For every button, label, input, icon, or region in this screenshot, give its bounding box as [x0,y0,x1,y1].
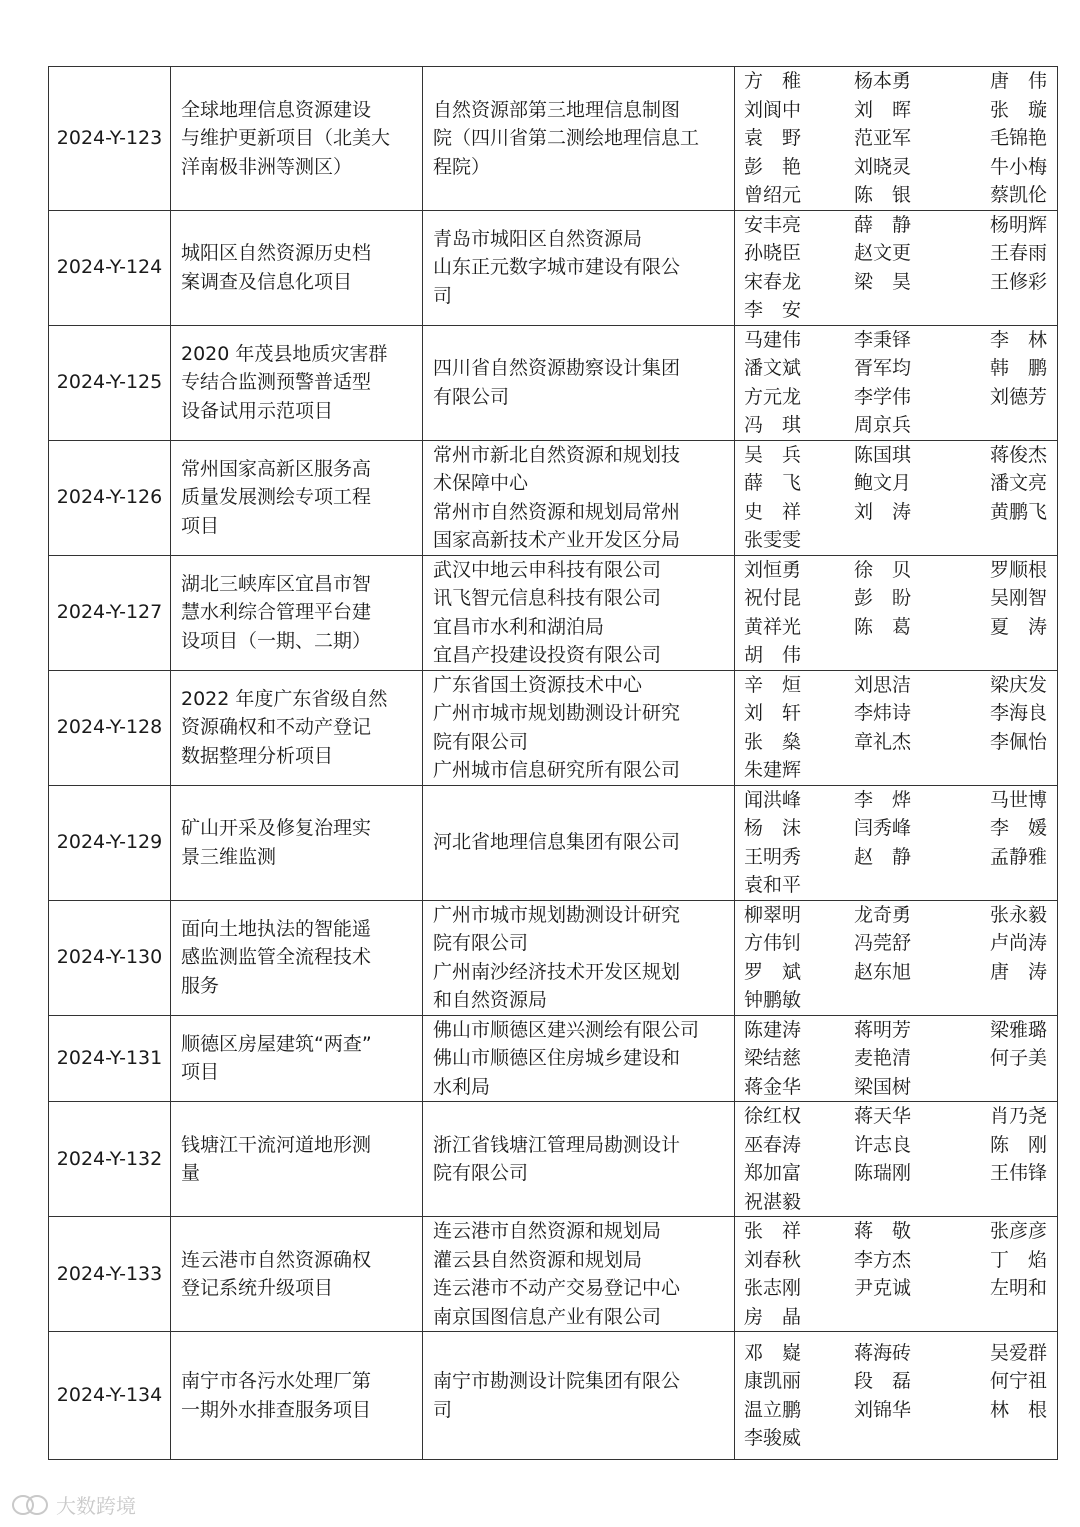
completing-people [735,555,1058,670]
unit-line: 广州市城市规划勘测设计研究 [433,702,681,724]
person-name: 周京兵 [854,414,912,436]
person-name: 方 稚 [744,70,802,92]
table-row [49,900,1058,1015]
unit-line: 浙江省钱塘江管理局勘测设计 [433,1133,681,1156]
table-row [49,1217,1058,1332]
unit-line: 院有限公司 [433,730,529,753]
person-name: 赵文更 [854,242,912,264]
person-name: 蒋明芳 [854,1018,912,1041]
table-body [49,67,1058,1460]
person-name: 徐 贝 [854,558,912,581]
person-name: 刘德芳 [989,385,1047,408]
project-name-line: 连云港市自然资源确权 [181,1248,372,1271]
award-table [48,66,1058,1460]
completing-units [423,325,735,440]
person-name: 刘春秋 [744,1248,802,1271]
person-name: 刘恒勇 [744,558,802,581]
person-name: 郑加富 [744,1162,802,1184]
completing-units [423,1102,735,1217]
completing-people [735,670,1058,785]
unit-line: 术保障中心 [433,472,529,494]
person-name: 潘文亮 [989,472,1047,494]
project-name-line: 钱塘江干流河道地形测 [181,1133,372,1156]
project-code: 2024-Y-130 [49,900,171,1015]
project-name [171,670,423,785]
person-name: 刘锦华 [854,1398,912,1421]
table-row [49,325,1058,440]
person-name: 蒋金华 [744,1075,802,1098]
person-name: 祝付昆 [744,587,802,609]
person-name: 李 烨 [854,788,912,811]
person-name: 刘思洁 [854,673,912,696]
person-name: 冯 琪 [744,414,802,436]
person-name: 史 祥 [744,500,802,523]
project-name-line: 城阳区自然资源历史档 [181,242,372,264]
person-name: 刘 涛 [854,500,912,523]
unit-line: 和自然资源局 [433,989,548,1011]
project-name-line: 矿山开采及修复治理实 [181,817,372,839]
person-name: 蒋 敬 [854,1220,912,1242]
project-code: 2024-Y-131 [49,1015,171,1102]
person-name: 吴爱群 [989,1341,1047,1364]
completing-units [423,440,735,555]
person-name: 彭 盼 [854,587,912,609]
person-name: 唐 伟 [989,70,1047,92]
person-name: 李佩怡 [989,730,1047,753]
project-name-line: 2022 年度广东省级自然 [181,687,388,710]
project-code: 2024-Y-132 [49,1102,171,1217]
unit-line: 水利局 [433,1075,491,1098]
project-code: 2024-Y-124 [49,210,171,325]
project-name-line: 项目 [181,1061,220,1084]
person-name: 李秉铎 [854,328,912,351]
person-name: 梁国树 [854,1075,912,1098]
person-name: 马世博 [989,788,1047,811]
unit-line: 佛山市顺德区建兴测绘有限公司 [433,1018,700,1041]
project-name-line: 一期外水排查服务项目 [181,1398,372,1421]
project-code: 2024-Y-134 [49,1332,171,1460]
person-name: 李海良 [989,702,1047,724]
person-name: 牛小梅 [989,155,1047,178]
person-name: 吴刚智 [989,587,1047,609]
unit-line: 自然资源部第三地理信息制图 [433,98,681,121]
unit-line: 常州市自然资源和规划局常州 [433,500,681,523]
person-name: 黄鹏飞 [989,500,1047,523]
project-name-line: 景三维监测 [181,845,277,868]
person-name: 王明秀 [744,845,802,868]
person-name: 马建伟 [744,328,802,351]
person-name: 刘 晖 [854,98,912,121]
person-name: 薛 飞 [744,472,802,494]
project-name-line: 面向土地执法的智能遥 [181,917,372,940]
project-name-line: 设备试用示范项目 [181,399,334,422]
person-name: 陈国琪 [854,443,912,466]
person-name: 赵东旭 [854,960,912,983]
person-name: 蔡凯伦 [989,184,1047,206]
completing-people [735,210,1058,325]
unit-line: 连云港市自然资源和规划局 [433,1220,662,1242]
unit-line: 青岛市城阳区自然资源局 [433,227,643,250]
person-name: 林 根 [989,1398,1047,1421]
unit-line: 国家高新技术产业开发区分局 [433,529,681,551]
person-name: 安丰亮 [744,213,802,236]
person-name: 张彦彦 [989,1220,1047,1242]
project-name-line: 数据整理分析项目 [181,744,334,767]
person-name: 冯莞舒 [854,932,912,954]
completing-units [423,1217,735,1332]
project-code: 2024-Y-128 [49,670,171,785]
completing-units [423,555,735,670]
person-name: 王修彩 [989,270,1047,293]
person-name: 梁庆发 [989,673,1047,696]
project-name-line: 慧水利综合管理平台建 [181,601,372,624]
watermark-text: 大数跨境 [56,1494,136,1518]
unit-line: 佛山市顺德区住房城乡建设和 [433,1047,681,1069]
project-name-line: 顺德区房屋建筑“两查” [181,1032,372,1055]
project-code: 2024-Y-129 [49,785,171,900]
project-name-line: 洋南极非洲等测区） [181,155,353,178]
completing-units [423,1015,735,1102]
unit-line: 程院） [433,155,491,178]
unit-line: 河北省地理信息集团有限公司 [433,831,681,854]
person-name: 夏 涛 [989,615,1047,638]
project-name-line: 登记系统升级项目 [181,1277,334,1299]
project-name-line: 案调查及信息化项目 [181,270,353,293]
person-name: 王春雨 [989,242,1047,264]
person-name: 邓 嶷 [744,1341,802,1364]
completing-units [423,210,735,325]
completing-people [735,1217,1058,1332]
completing-people [735,1015,1058,1102]
person-name: 杨 沫 [744,817,802,839]
project-name [171,440,423,555]
unit-line: 广东省国土资源技术中心 [433,673,643,696]
person-name: 鲍文月 [854,472,912,494]
person-name: 袁和平 [744,874,802,896]
project-code: 2024-Y-127 [49,555,171,670]
person-name: 徐红权 [744,1105,802,1127]
person-name: 宋春龙 [744,270,802,293]
unit-line: 讯飞智元信息科技有限公司 [433,587,662,609]
completing-units [423,900,735,1015]
project-name [171,900,423,1015]
project-name-line: 南宁市各污水处理厂第 [181,1370,372,1392]
person-name: 李 安 [744,299,802,321]
completing-people [735,1102,1058,1217]
person-name: 肖乃尧 [989,1105,1047,1127]
unit-line: 院有限公司 [433,932,529,954]
completing-units [423,1332,735,1460]
person-name: 章礼杰 [854,730,912,753]
unit-line: 院（四川省第二测绘地理信息工 [433,127,700,149]
unit-line: 宜昌市水利和湖泊局 [433,615,605,638]
person-name: 陈瑞刚 [854,1162,912,1184]
project-name-line: 湖北三峡库区宜昌市智 [181,572,372,595]
unit-line: 连云港市不动产交易登记中心 [433,1277,681,1299]
table-row [49,210,1058,325]
project-code: 2024-Y-133 [49,1217,171,1332]
table-row [49,1332,1058,1460]
person-name: 李学伟 [854,385,912,408]
person-name: 张 璇 [989,98,1047,121]
person-name: 刘晓灵 [854,155,912,178]
person-name: 李骏威 [744,1427,802,1449]
project-code: 2024-Y-126 [49,440,171,555]
person-name: 左明和 [989,1277,1047,1299]
person-name: 康凯丽 [744,1370,802,1392]
project-name-line: 质量发展测绘专项工程 [181,486,372,509]
unit-line: 有限公司 [433,385,510,408]
table-row [49,67,1058,211]
completing-people [735,67,1058,211]
project-name [171,555,423,670]
project-name-line: 量 [181,1162,201,1184]
project-name [171,1217,423,1332]
project-name-line: 感监测监管全流程技术 [181,946,372,969]
completing-people [735,785,1058,900]
person-name: 闻洪峰 [744,788,802,811]
watermark [10,1490,136,1519]
project-name-line: 项目 [181,514,220,537]
person-name: 黄祥光 [744,615,802,638]
table-row [49,670,1058,785]
person-name: 卢尚涛 [989,932,1047,954]
person-name: 罗顺根 [989,558,1047,581]
person-name: 杨本勇 [854,70,912,92]
person-name: 范亚军 [854,127,912,149]
person-name: 张 祥 [744,1220,802,1242]
unit-line: 司 [433,1398,453,1421]
person-name: 陈 银 [854,184,912,206]
table-row [49,785,1058,900]
project-name [171,1332,423,1460]
person-name: 张 燊 [744,730,802,753]
project-name [171,325,423,440]
person-name: 巫春涛 [744,1133,802,1156]
unit-line: 武汉中地云申科技有限公司 [433,558,662,581]
person-name: 蒋海砖 [854,1341,912,1364]
person-name: 温立鹏 [744,1398,802,1421]
person-name: 李方杰 [854,1248,912,1271]
project-code: 2024-Y-123 [49,67,171,211]
unit-line: 南京国图信息产业有限公司 [433,1305,662,1328]
project-name-line: 与维护更新项目（北美大 [181,127,391,149]
person-name: 张志刚 [744,1277,802,1299]
unit-line: 南宁市勘测设计院集团有限公 [433,1370,681,1392]
person-name: 潘文斌 [744,357,802,379]
person-name: 杨明辉 [989,213,1047,236]
project-name-line: 全球地理信息资源建设 [181,98,372,121]
watermark-logo-icon [10,1492,50,1518]
table-row [49,1015,1058,1102]
project-name [171,785,423,900]
completing-people [735,1332,1058,1460]
project-name-line: 服务 [181,974,220,997]
unit-line: 四川省自然资源勘察设计集团 [433,357,681,379]
person-name: 王伟锋 [989,1162,1047,1184]
unit-line: 常州市新北自然资源和规划技 [433,443,681,466]
person-name: 梁结慈 [744,1047,802,1069]
person-name: 辛 烜 [744,673,802,696]
person-name: 彭 艳 [744,155,802,178]
unit-line: 宜昌产投建设投资有限公司 [433,644,662,666]
person-name: 曾绍元 [744,184,802,206]
person-name: 方伟钊 [744,932,802,954]
table-row [49,1102,1058,1217]
person-name: 胥军均 [854,357,912,379]
person-name: 闫秀峰 [854,817,912,839]
person-name: 李 林 [989,328,1047,351]
unit-line: 院有限公司 [433,1162,529,1184]
person-name: 何宁祖 [989,1370,1047,1392]
person-name: 尹克诚 [854,1277,912,1299]
person-name: 罗 斌 [744,960,802,983]
person-name: 张永毅 [989,903,1047,926]
project-name [171,1015,423,1102]
project-name-line: 2020 年茂县地质灾害群 [181,342,388,365]
person-name: 朱建辉 [744,759,802,781]
person-name: 陈建涛 [744,1018,802,1041]
person-name: 李 媛 [989,817,1047,839]
completing-people [735,900,1058,1015]
person-name: 薛 静 [854,213,912,236]
person-name: 何子美 [989,1047,1047,1069]
person-name: 梁 昊 [854,270,912,293]
table-row [49,555,1058,670]
unit-line: 广州市城市规划勘测设计研究 [433,903,681,926]
person-name: 许志良 [854,1133,912,1156]
person-name: 胡 伟 [744,644,802,666]
person-name: 吴 兵 [744,443,802,466]
person-name: 蒋天华 [854,1105,912,1127]
completing-people [735,325,1058,440]
table-row [49,440,1058,555]
person-name: 房 晶 [744,1305,802,1328]
project-name [171,210,423,325]
person-name: 孟静雅 [989,845,1047,868]
person-name: 龙奇勇 [854,903,912,926]
completing-units [423,67,735,211]
person-name: 蒋俊杰 [989,443,1047,466]
person-name: 张雯雯 [744,529,802,551]
person-name: 陈 葛 [854,615,912,638]
unit-line: 山东正元数字城市建设有限公 [433,256,681,279]
project-code: 2024-Y-125 [49,325,171,440]
unit-line: 广州南沙经济技术开发区规划 [433,960,681,983]
person-name: 钟鹏敏 [744,989,802,1011]
project-name [171,1102,423,1217]
person-name: 祝湛毅 [744,1190,802,1213]
person-name: 刘阆中 [744,98,802,121]
person-name: 赵 静 [854,845,912,868]
project-name-line: 设项目（一期、二期） [181,629,372,652]
completing-units [423,670,735,785]
project-name-line: 专结合监测预警普适型 [181,371,372,394]
person-name: 段 磊 [854,1370,912,1392]
unit-line: 司 [433,284,453,307]
person-name: 袁 野 [744,127,802,149]
person-name: 李炜诗 [854,702,912,724]
person-name: 柳翠明 [744,903,802,926]
person-name: 丁 焰 [989,1248,1047,1271]
unit-line: 广州城市信息研究所有限公司 [433,759,681,781]
unit-line: 灌云县自然资源和规划局 [433,1248,643,1271]
person-name: 唐 涛 [989,960,1047,983]
project-name [171,67,423,211]
person-name: 麦艳清 [854,1047,912,1069]
person-name: 毛锦艳 [989,127,1047,149]
person-name: 刘 轩 [744,702,802,724]
person-name: 孙晓臣 [744,242,802,264]
person-name: 梁雅璐 [989,1018,1047,1041]
person-name: 陈 刚 [989,1133,1047,1156]
completing-people [735,440,1058,555]
completing-units [423,785,735,900]
person-name: 方元龙 [744,385,802,408]
project-name-line: 常州国家高新区服务高 [181,457,372,480]
project-name-line: 资源确权和不动产登记 [181,716,372,739]
person-name: 韩 鹏 [989,357,1047,379]
